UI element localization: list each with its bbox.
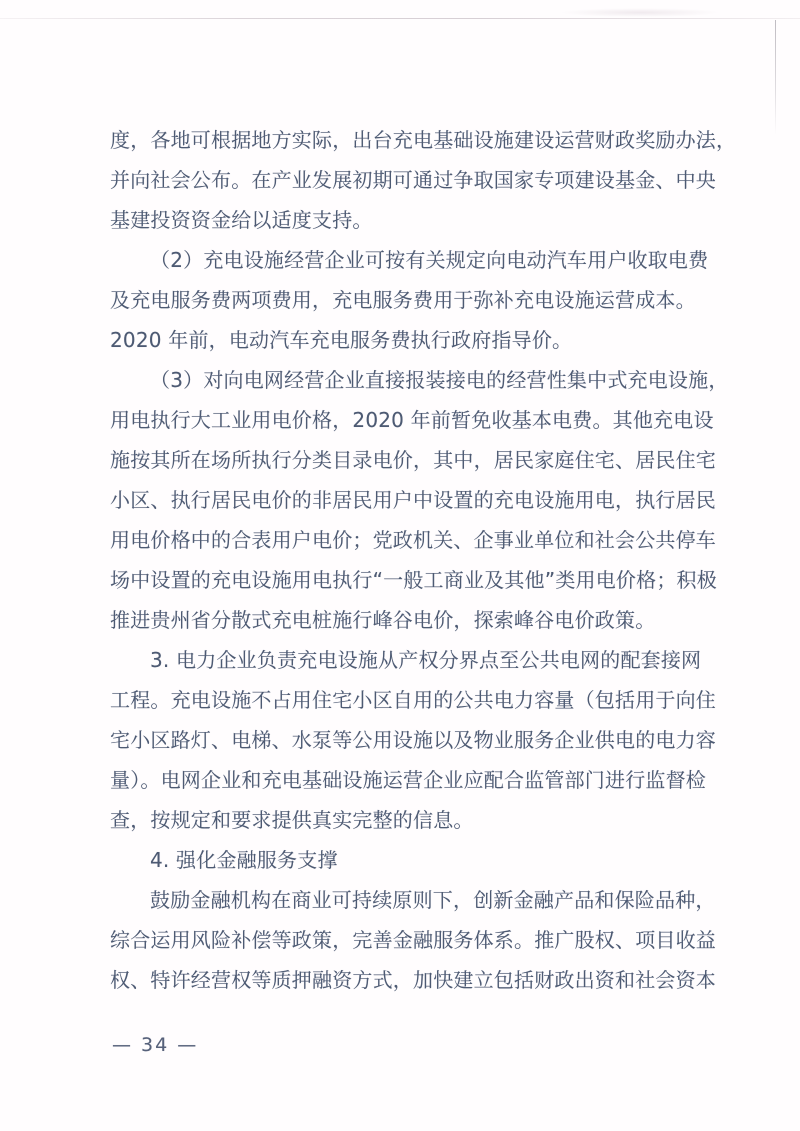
document-body — [110, 120, 737, 1000]
text-line: 查，按规定和要求提供真实完整的信息。 — [110, 808, 474, 832]
scan-artifact-top-edge — [0, 18, 800, 19]
text-line: 4. 强化金融服务支撑 — [150, 848, 338, 872]
text-line: 宅小区路灯、电梯、水泵等公用设施以及物业服务企业供电的电力容 — [110, 728, 716, 752]
text-line: 场中设置的充电设施用电执行“一般工商业及其他”类用电价格；积极 — [110, 568, 717, 592]
text-line: 推进贵州省分散式充电桩施行峰谷电价，探索峰谷电价政策。 — [110, 608, 656, 632]
text-line: 权、特许经营权等质押融资方式，加快建立包括财政出资和社会资本 — [110, 968, 716, 992]
text-line: 及充电服务费两项费用，充电服务费用于弥补充电设施运营成本。 — [110, 288, 696, 312]
text-line: 工程。充电设施不占用住宅小区自用的公共电力容量（包括用于向住 — [110, 688, 716, 712]
text-line: 3. 电力企业负责充电设施从产权分界点至公共电网的配套接网 — [150, 648, 702, 672]
text-line: 量）。电网企业和充电基础设施运营企业应配合监管部门进行监督检 — [110, 768, 706, 792]
text-line: 施按其所在场所执行分类目录电价，其中，居民家庭住宅、居民住宅 — [110, 448, 716, 472]
text-line: （2）充电设施经营企业可按有关规定向电动汽车用户收取电费 — [150, 248, 709, 272]
text-line: 鼓励金融机构在商业可持续原则下，创新金融产品和保险品种， — [150, 888, 716, 912]
text-line: 基建投资资金给以适度支持。 — [110, 208, 373, 232]
text-line: 综合运用风险补偿等政策，完善金融服务体系。推广股权、项目收益 — [110, 928, 716, 952]
text-line: 2020 年前，电动汽车充电服务费执行政府指导价。 — [110, 328, 573, 352]
scan-artifact-right-edge — [775, 20, 776, 135]
text-line: （3）对向电网经营企业直接报装接电的经营性集中式充电设施， — [150, 368, 729, 392]
text-line: 并向社会公布。在产业发展初期可通过争取国家专项建设基金、中央 — [110, 168, 716, 192]
page-number: — 34 — — [112, 1034, 199, 1056]
text-line: 用电执行大工业用电价格，2020 年前暂免收基本电费。其他充电设 — [110, 408, 714, 432]
text-line: 用电价格中的合表用户电价；党政机关、企事业单位和社会公共停车 — [110, 528, 716, 552]
text-line: 度，各地可根据地方实际，出台充电基础设施建设运营财政奖励办法， — [110, 128, 737, 152]
scan-artifact-smudge — [560, 8, 720, 17]
text-line: 小区、执行居民电价的非居民用户中设置的充电设施用电，执行居民 — [110, 488, 716, 512]
